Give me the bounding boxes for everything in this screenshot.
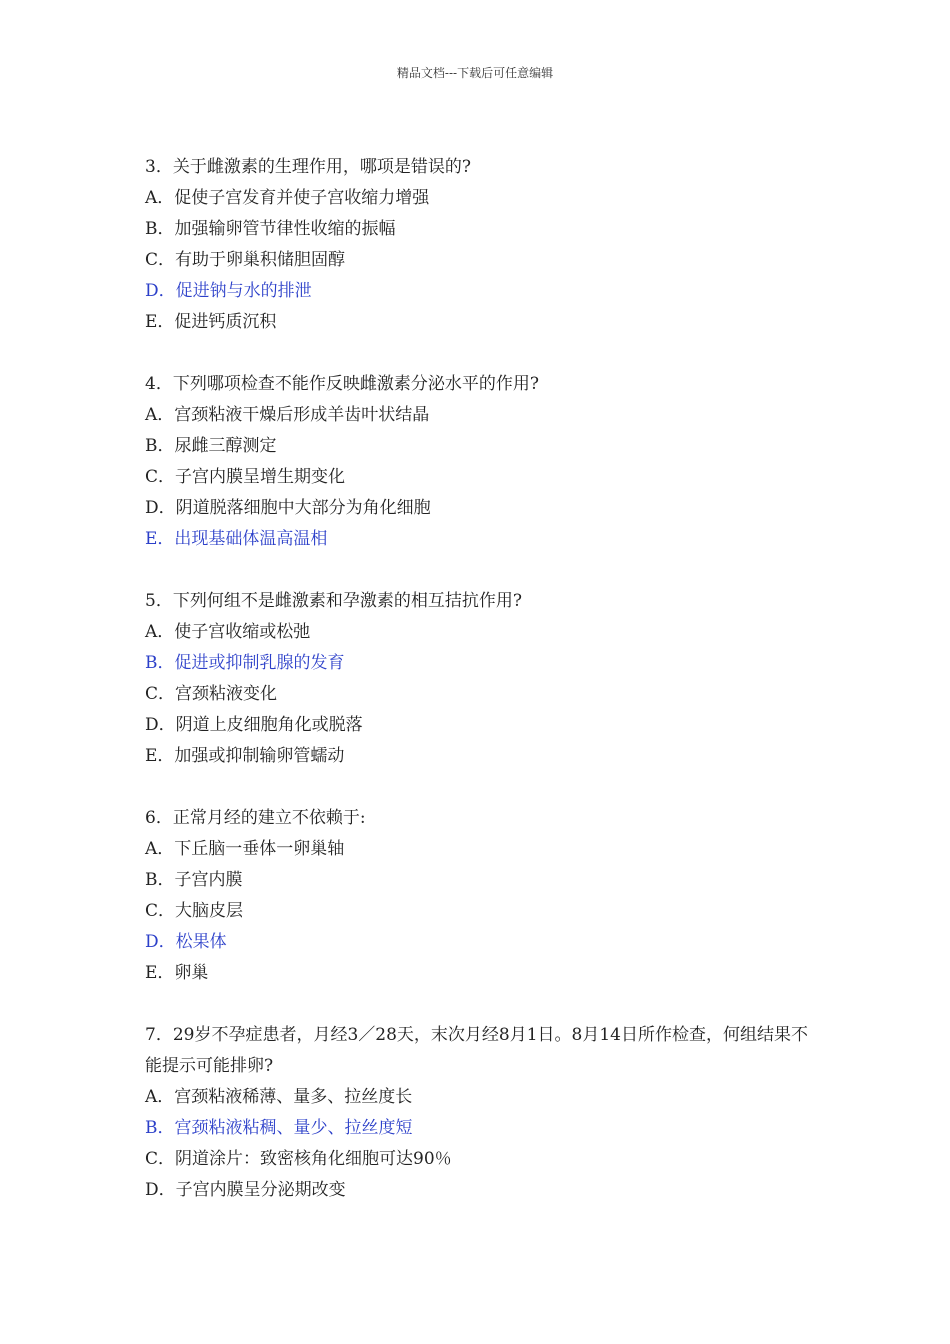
option-b: B．子宫内膜 (145, 870, 243, 890)
option-b-correct-answer: B．宫颈粘液粘稠、量少、拉丝度短 (145, 1118, 413, 1138)
option-e: E．卵巢 (145, 963, 209, 983)
option-a: A．宫颈粘液干燥后形成羊齿叶状结晶 (145, 405, 430, 425)
option-e-correct-answer: E．出现基础体温高温相 (145, 529, 328, 549)
question-stem: 5．下列何组不是雌激素和孕激素的相互拮抗作用? (145, 591, 522, 611)
option-e: E．促进钙质沉积 (145, 312, 277, 332)
question-stem: 6．正常月经的建立不依赖于: (145, 808, 366, 828)
question-stem: 4．下列哪项检查不能作反映雌激素分泌水平的作用? (145, 374, 539, 394)
option-c: C．阴道涂片：致密核角化细胞可达90％ (145, 1149, 452, 1169)
option-d: D．阴道上皮细胞角化或脱落 (145, 715, 363, 735)
option-a: A．促使子宫发育并使子宫收缩力增强 (145, 188, 430, 208)
question-list (145, 152, 815, 1237)
question-6 (145, 803, 815, 989)
option-d: D．阴道脱落细胞中大部分为角化细胞 (145, 498, 431, 518)
question-4 (145, 369, 815, 555)
option-d: D．子宫内膜呈分泌期改变 (145, 1180, 346, 1200)
option-a: A．使子宫收缩或松弛 (145, 622, 311, 642)
page-header: 精品文档---下载后可任意编辑 (396, 66, 554, 80)
option-c: C．子宫内膜呈增生期变化 (145, 467, 346, 487)
question-stem: 7．29岁不孕症患者，月经3／28天，末次月经8月1日。8月14日所作检查，何组结果不能提示可能排卵? (145, 1025, 808, 1076)
option-a: A．宫颈粘液稀薄、量多、拉丝度长 (145, 1087, 413, 1107)
option-a: A．下丘脑一垂体一卵巢轴 (145, 839, 345, 859)
option-d-correct-answer: D．促进钠与水的排泄 (145, 281, 312, 301)
option-e: E．加强或抑制输卵管蠕动 (145, 746, 345, 766)
question-3 (145, 152, 815, 338)
question-7 (145, 1020, 815, 1206)
option-c: C．宫颈粘液变化 (145, 684, 278, 704)
option-b: B．尿雌三醇测定 (145, 436, 277, 456)
option-b-correct-answer: B．促进或抑制乳腺的发育 (145, 653, 345, 673)
question-5 (145, 586, 815, 772)
option-c: C．有助于卵巢积储胆固醇 (145, 250, 346, 270)
option-c: C．大脑皮层 (145, 901, 244, 921)
question-stem: 3．关于雌激素的生理作用，哪项是错误的? (145, 157, 471, 177)
option-d-correct-answer: D．松果体 (145, 932, 227, 952)
option-b: B．加强输卵管节律性收缩的振幅 (145, 219, 396, 239)
